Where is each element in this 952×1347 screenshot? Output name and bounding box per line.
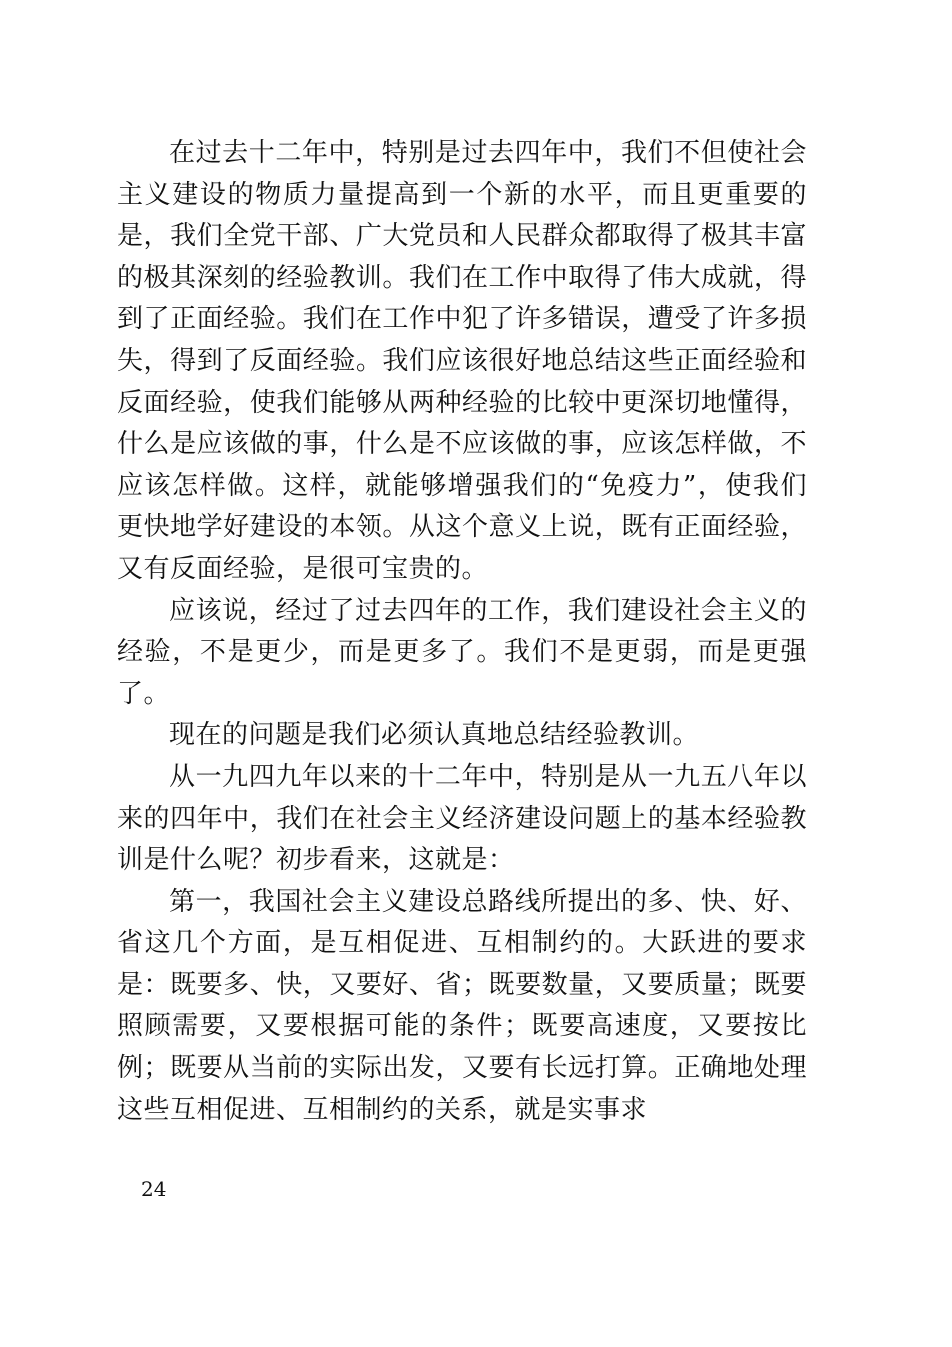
page-number: 24: [141, 1177, 167, 1201]
paragraph-2: 应该说，经过了过去四年的工作，我们建设社会主义的经验，不是更少，而是更多了。我们不是更弱，而是更强了。: [117, 595, 807, 709]
paragraph-1: 在过去十二年中，特别是过去四年中，我们不但使社会主义建设的物质力量提高到一个新的水平，而且更重要的是，我们全党干部、广大党员和人民群众都取得了极其丰富的极其深刻的经验教训。我们在工作中取得了伟大成就，得到了正面经验。我们在工作中犯了许多错误，遭受了许多损失，得到了反面经验。我们应该很好地总结这些正面经验和反面经验，使我们能够从两种经验的比较中更深切地懂得，什么是应该做的事，什么是不应该做的事，应该怎样做，不应该怎样做。这样，就能够增强我们的“免疫力”，使我们更快地学好建设的本领。从这个意义上说，既有正面经验，又有反面经验，是很可宝贵的。: [117, 138, 807, 584]
paragraph-4: 从一九四九年以来的十二年中，特别是从一九五八年以来的四年中，我们在社会主义经济建设问题上的基本经验教训是什么呢？初步看来，这就是：: [117, 761, 807, 876]
body-text: [117, 133, 807, 1131]
paragraph-5: 第一，我国社会主义建设总路线所提出的多、快、好、省这几个方面，是互相促进、互相制约的。大跃进的要求是：既要多、快，又要好、省；既要数量，又要质量；既要照顾需要，又要根据可能的条件；既要高速度，又要按比例；既要从当前的实际出发，又要有长远打算。正确地处理这些互相促进、互相制约的关系，就是实事求: [117, 886, 807, 1125]
paragraph-3: 现在的问题是我们必须认真地总结经验教训。: [169, 720, 700, 751]
